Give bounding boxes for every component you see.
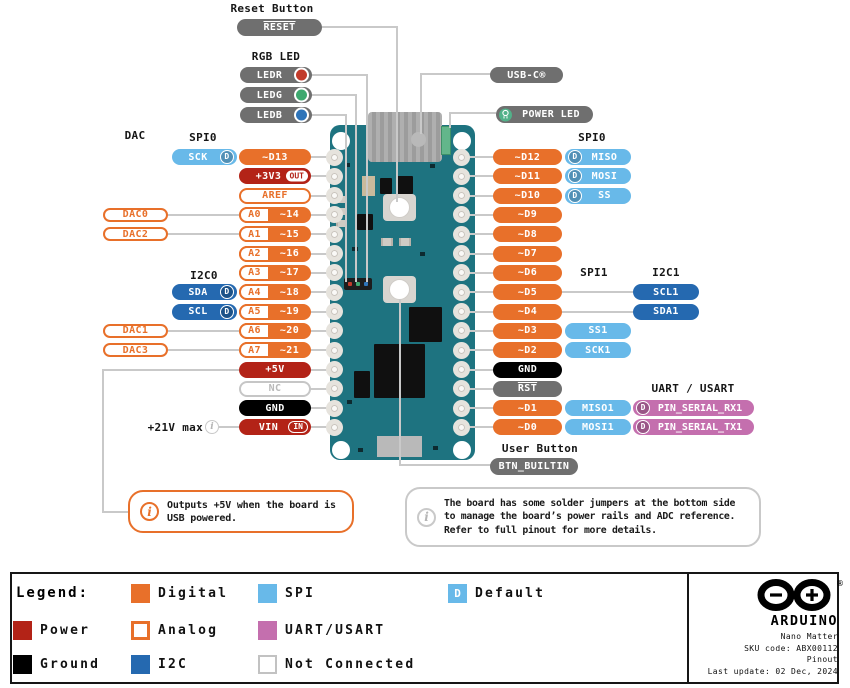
wire: [449, 112, 496, 114]
castellated-pad: [326, 168, 343, 185]
header-spi0_left: SPI0: [189, 131, 217, 144]
pin-VIN: [239, 419, 311, 435]
legend-swatch-digital: [131, 584, 150, 603]
castellated-pad: [453, 303, 470, 320]
pin-SCK1: [565, 342, 631, 358]
svg-text:®: ®: [836, 579, 844, 588]
pin-A3: [239, 265, 311, 281]
castellated-pad: [453, 245, 470, 262]
castellated-pad: [453, 226, 470, 243]
header-uart: UART / USART: [651, 382, 735, 395]
ic-chip: [354, 371, 370, 398]
pin-~D6: [493, 265, 562, 281]
header-max-voltage: +21V max: [147, 421, 203, 434]
default-badge: D: [568, 150, 582, 164]
pin-GND: [493, 362, 562, 378]
pin-A1: [239, 226, 311, 242]
wire: [345, 114, 347, 282]
pin-SCL1: [633, 284, 699, 300]
brand-info-line: Nano Matter: [780, 632, 838, 641]
legend-swatch-spi: [258, 584, 277, 603]
header-dac: DAC: [124, 129, 146, 142]
pin-~D1: [493, 400, 562, 416]
wire: [311, 94, 357, 96]
pin-label: +3V3: [255, 170, 282, 182]
pin-label: DAC0: [122, 209, 149, 221]
pin-~D3: [493, 323, 562, 339]
pin-SS: [565, 188, 631, 204]
wire: [219, 426, 239, 428]
out-badge: OUT: [286, 171, 308, 182]
analog-pin-label: A3: [239, 265, 270, 281]
in-badge: IN: [288, 421, 308, 433]
pin-label: SCL: [188, 306, 208, 318]
btn-builtin-pill: [490, 458, 578, 475]
wire: [322, 26, 398, 28]
note-text: [444, 497, 735, 538]
usb-connector: [368, 112, 442, 162]
default-badge: D: [568, 169, 582, 183]
wire: [102, 511, 130, 513]
wire: [560, 311, 636, 313]
reset-button-cap: [389, 197, 410, 218]
pin-label: DAC1: [122, 325, 149, 337]
component: [347, 400, 352, 404]
pin-label: ~D1: [517, 402, 538, 414]
ic-chip: [357, 214, 373, 230]
pin-label: SDA: [188, 286, 208, 298]
digital-alias-label: ~20: [279, 325, 300, 337]
mounting-hole: [453, 132, 471, 150]
pin-label: ~D13: [262, 151, 288, 163]
pin-~D12: [493, 149, 562, 165]
analog-pin-label: A5: [239, 304, 270, 320]
pin-label: DAC3: [122, 344, 149, 356]
user-button-cap: [389, 279, 410, 300]
castellated-pad: [453, 149, 470, 166]
wire: [355, 94, 357, 282]
resistor: [399, 238, 411, 246]
usb-power-note: [128, 490, 354, 533]
pin-label: ~D3: [517, 325, 538, 337]
note-line: The board has some solder jumpers at the bottom side: [444, 497, 736, 509]
header-user_button: User Button: [501, 442, 579, 455]
castellated-pad: [326, 303, 343, 320]
note-line: USB powered.: [167, 512, 237, 524]
reset-pill: [237, 19, 322, 36]
castellated-pad: [326, 264, 343, 281]
ic-chip: [409, 307, 442, 342]
ledr-dot: [294, 68, 309, 83]
pin-DAC3: [103, 343, 168, 357]
default-badge: D: [636, 420, 650, 434]
pin-AREF: [239, 188, 311, 204]
legend: [10, 572, 844, 684]
pin-label: SS1: [588, 325, 608, 337]
analog-pin-label: A6: [239, 323, 270, 339]
pin-A6: [239, 323, 311, 339]
power-led-component: [441, 126, 451, 155]
pin-label: RESET: [263, 22, 296, 33]
legend-swatch-uart: [258, 621, 277, 640]
pin-label: MISO: [591, 151, 618, 163]
brand-info-line: Pinout: [806, 655, 838, 664]
wire: [166, 349, 242, 351]
pin-label: +5V: [265, 364, 285, 376]
pin-label: GND: [517, 364, 538, 376]
pin-label: SS: [598, 190, 611, 202]
analog-pin-label: A4: [239, 284, 270, 300]
wire: [420, 73, 491, 75]
pin-label: SCL1: [653, 286, 679, 298]
pin-~D13: [239, 149, 311, 165]
component: [433, 446, 438, 450]
ledb-dot: [294, 108, 309, 123]
pin-~D10: [493, 188, 562, 204]
pin-DAC2: [103, 227, 168, 241]
castellated-pad: [453, 168, 470, 185]
legend-swatch-ground: [13, 655, 32, 674]
header-rgb_led: RGB LED: [251, 50, 301, 63]
pin-~D11: [493, 168, 562, 184]
digital-alias-label: ~18: [279, 286, 300, 298]
pin-label: ~D4: [517, 306, 538, 318]
rgb-led-die: [364, 282, 368, 286]
mounting-hole: [332, 132, 350, 150]
pin-SDA: [172, 284, 237, 300]
pin-label: PIN_SERIAL_TX1: [657, 421, 743, 433]
analog-pin-label: A1: [239, 226, 270, 242]
wire: [103, 369, 239, 371]
castellated-pad: [326, 206, 343, 223]
wire: [166, 330, 242, 332]
pin-label: POWER LED: [522, 109, 580, 120]
castellated-pad: [453, 187, 470, 204]
pin-label: ~D11: [514, 170, 541, 182]
ledg-dot: [294, 88, 309, 103]
pin-~D5: [493, 284, 562, 300]
pin-RST: [493, 381, 562, 397]
pin-label: NC: [268, 383, 282, 395]
wire: [396, 26, 398, 202]
pin-label: GND: [265, 402, 285, 414]
pin-label: ~D2: [517, 344, 538, 356]
pin-~D2: [493, 342, 562, 358]
digital-alias-label: ~19: [279, 306, 300, 318]
legend-swatch-analog: [131, 621, 150, 640]
pin-NC: [239, 381, 311, 397]
pin-label: ~D0: [517, 421, 538, 433]
pin-PIN_SERIAL_TX1: [633, 419, 754, 435]
note-text: [167, 499, 336, 525]
pin-label: MOSI1: [581, 421, 615, 433]
pin-label: USB-C®: [507, 69, 546, 81]
castellated-pad: [453, 400, 470, 417]
castellated-pad: [453, 264, 470, 281]
pin-LEDG: [240, 87, 312, 103]
rgb-led-die: [356, 282, 360, 286]
pin-label: ~D10: [514, 190, 541, 202]
wire: [166, 214, 242, 216]
pin-PIN_SERIAL_RX1: [633, 400, 754, 416]
pin-label: ~D7: [517, 248, 538, 260]
pin-LEDB: [240, 107, 312, 123]
castellated-pad: [326, 361, 343, 378]
default-badge: D: [636, 401, 650, 415]
ic-chip: [380, 178, 392, 194]
capacitor: [362, 176, 375, 196]
header-spi1: SPI1: [580, 266, 608, 279]
pin-~D9: [493, 207, 562, 223]
usb-c-pill: [490, 67, 563, 83]
digital-alias-label: ~21: [279, 344, 300, 356]
wire: [311, 114, 347, 116]
castellated-pad: [326, 419, 343, 436]
info-icon: i: [417, 508, 436, 527]
component: [430, 164, 435, 168]
default-badge: D: [220, 150, 234, 164]
legend-swatch-default: D: [448, 584, 467, 603]
castellated-pad: [326, 400, 343, 417]
wire: [102, 369, 104, 513]
legend-title: Legend:: [16, 585, 90, 601]
header-spi0_right: SPI0: [578, 131, 606, 144]
pin-label: SCK: [188, 151, 208, 163]
pin-label: ~D8: [517, 228, 538, 240]
pin-~D7: [493, 246, 562, 262]
pin-~D8: [493, 226, 562, 242]
pin-label: LEDR: [256, 69, 283, 81]
pin-label: MISO1: [581, 402, 615, 414]
castellated-pad: [453, 419, 470, 436]
wire: [166, 233, 242, 235]
legend-label: SPI: [285, 586, 316, 601]
info-icon: i: [140, 502, 159, 521]
legend-label: Ground: [40, 657, 101, 672]
pin-label: $\overline{RST}$: [517, 383, 538, 395]
pin-GND: [239, 400, 311, 416]
header-reset_button: Reset Button: [230, 2, 314, 15]
castellated-pad: [453, 206, 470, 223]
legend-label: Power: [40, 623, 91, 638]
pin-label: MOSI: [591, 170, 618, 182]
castellated-pad: [326, 245, 343, 262]
castellated-pad: [326, 226, 343, 243]
pin-A4: [239, 284, 311, 300]
castellated-pad: [453, 322, 470, 339]
legend-label: UART/USART: [285, 623, 386, 638]
castellated-pad: [326, 284, 343, 301]
wire: [399, 464, 491, 466]
pin-~D0: [493, 419, 562, 435]
pin-label: BTN_BUILTIN: [498, 461, 570, 472]
legend-label: I2C: [158, 657, 189, 672]
castellated-pad: [453, 380, 470, 397]
castellated-pad: [326, 322, 343, 339]
pin-label: SCK1: [585, 344, 611, 356]
brand-name: ARDUINO: [770, 613, 838, 629]
pin-SDA1: [633, 304, 699, 320]
legend-label: Analog: [158, 623, 219, 638]
brand-info: [572, 631, 838, 677]
pin-A5: [239, 304, 311, 320]
brand-info-line: Last update: 02 Dec, 2024: [707, 666, 838, 676]
pin-label: ~D5: [517, 286, 538, 298]
mounting-hole: [453, 441, 471, 459]
digital-alias-label: ~17: [279, 267, 300, 279]
castellated-pad: [453, 342, 470, 359]
default-badge: D: [220, 305, 234, 319]
arduino-logo: [752, 578, 844, 612]
pin-label: VIN: [258, 421, 279, 433]
digital-alias-label: ~16: [279, 248, 300, 260]
wire: [420, 73, 422, 134]
note-line: Outputs +5V when the board is: [167, 499, 336, 511]
pin-SCK: [172, 149, 237, 165]
pin-MISO1: [565, 400, 631, 416]
pin-+5V: [239, 362, 311, 378]
analog-pin-label: A7: [239, 342, 270, 358]
pin-A2: [239, 246, 311, 262]
legend-swatch-nc: [258, 655, 277, 674]
pin-label: LEDG: [256, 89, 283, 101]
pin-SS1: [565, 323, 631, 339]
castellated-pad: [326, 149, 343, 166]
wire: [311, 74, 368, 76]
wire: [449, 112, 451, 128]
castellated-pad: [326, 380, 343, 397]
analog-pin-label: A2: [239, 246, 270, 262]
pin-A0: [239, 207, 311, 223]
pin-DAC0: [103, 208, 168, 222]
pin-MISO: [565, 149, 631, 165]
castellated-pad: [326, 342, 343, 359]
default-badge: D: [220, 285, 234, 299]
pin-LEDR: [240, 67, 312, 83]
pin-MOSI1: [565, 419, 631, 435]
digital-alias-label: ~14: [279, 209, 300, 221]
brand-info-line: SKU code: ABX00112: [744, 643, 838, 653]
pin-label: ~D12: [514, 151, 541, 163]
pin-A7: [239, 342, 311, 358]
power-led-icon: [499, 108, 512, 121]
pin-MOSI: [565, 168, 631, 184]
header-i2c0: I2C0: [190, 269, 218, 282]
component: [420, 252, 425, 256]
pin-+3V3: [239, 168, 311, 184]
note-line: to manage the board’s power rails and ADC reference.: [444, 511, 736, 523]
analog-pin-label: A0: [239, 207, 270, 223]
pin-label: LEDB: [256, 109, 283, 121]
rgb-led-die: [348, 282, 352, 286]
power-led-pill: [496, 106, 593, 123]
legend-swatch-power: [13, 621, 32, 640]
castellated-pad: [453, 284, 470, 301]
pin-DAC1: [103, 324, 168, 338]
header-i2c1: I2C1: [652, 266, 680, 279]
castellated-pad: [453, 361, 470, 378]
wire: [399, 299, 401, 466]
mounting-hole: [332, 441, 350, 459]
pin-label: ~D9: [517, 209, 538, 221]
component: [358, 448, 363, 452]
legend-label: Default: [475, 586, 546, 601]
wire: [560, 291, 636, 293]
info-icon: i: [205, 420, 219, 434]
ic-chip: [397, 176, 413, 194]
pin-label: ~D6: [517, 267, 538, 279]
pin-~D4: [493, 304, 562, 320]
pin-label: SDA1: [653, 306, 679, 318]
usb-connector-dot: [411, 132, 426, 147]
pin-label: AREF: [262, 190, 288, 202]
pin-label: DAC2: [122, 228, 149, 240]
resistor: [381, 238, 393, 246]
legend-label: Not Connected: [285, 657, 416, 672]
digital-alias-label: ~15: [279, 228, 300, 240]
legend-swatch-i2c: [131, 655, 150, 674]
castellated-pad: [326, 187, 343, 204]
note-line: Refer to full pinout for more details.: [444, 524, 657, 536]
default-badge: D: [568, 189, 582, 203]
legend-label: Digital: [158, 586, 229, 601]
pin-label: PIN_SERIAL_RX1: [657, 402, 743, 414]
pin-SCL: [172, 304, 237, 320]
solder-jumpers-note: [405, 487, 761, 547]
wire: [366, 74, 368, 282]
